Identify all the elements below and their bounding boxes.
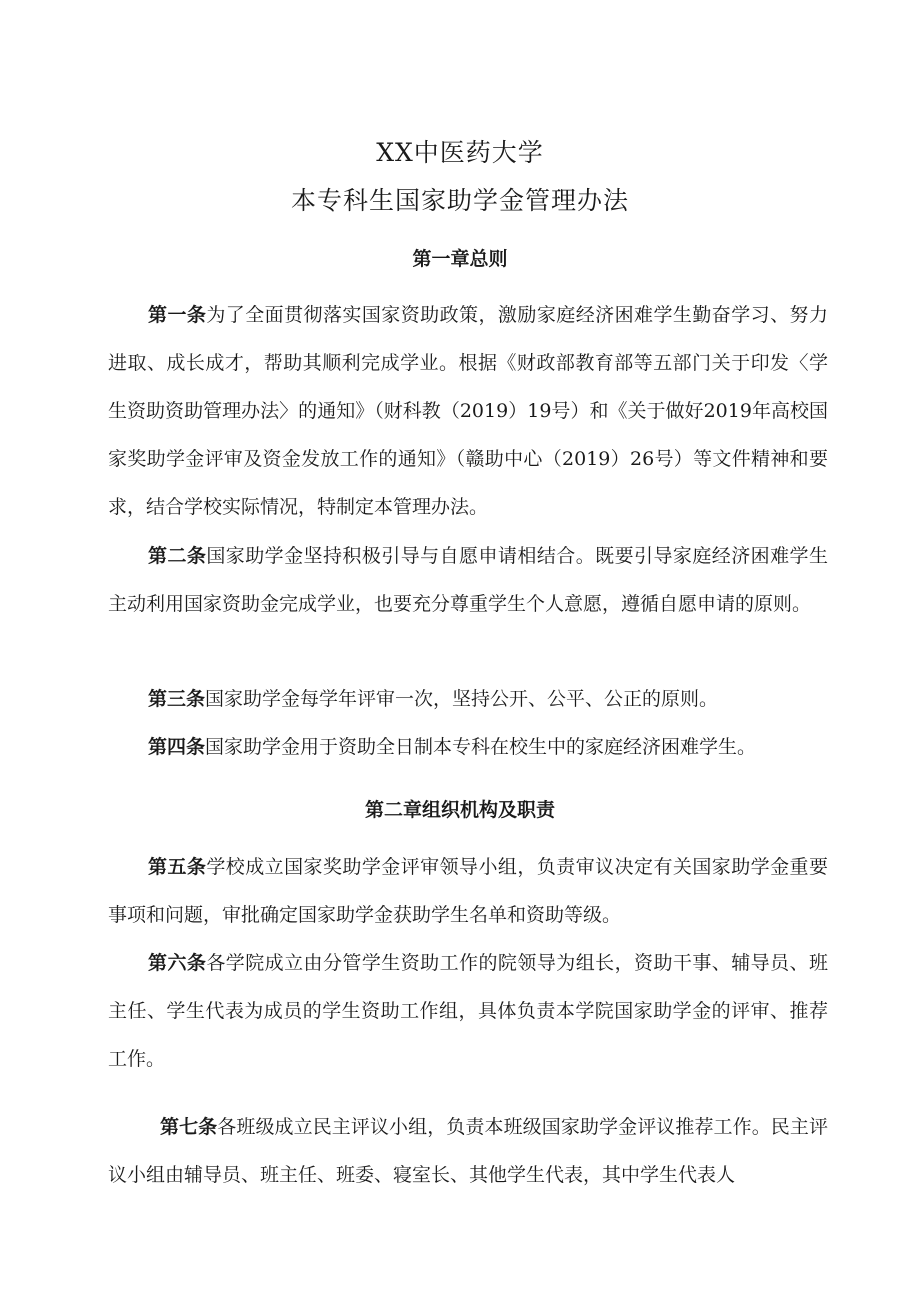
chapter-heading-1: 第一章总则	[412, 248, 508, 270]
article-2	[108, 532, 828, 628]
article-text: 国家助学金用于资助全日制本专科在校生中的家庭经济困难学生。	[205, 736, 757, 758]
article-5	[108, 843, 828, 939]
article-label: 第六条	[148, 952, 207, 974]
article-text: 国家助学金每学年评审一次，坚持公开、公平、公正的原则。	[205, 688, 719, 710]
article-label: 第五条	[148, 856, 207, 878]
article-text: 为了全面贯彻落实国家资助政策，激励家庭经济困难学生勤奋学习、努力进取、成长成才，帮助其顺利完成学业。根据《财政部教育部等五部门关于印发〈学生资助资助管理办法〉的通知》（财科教（2019）19号）和《关于做好2019年高校国家奖助学金评审及资金发放工作的通知》（赣助中心（2019）26号）等文件精神和要求，结合学校实际情况，特制定本管理办法。	[108, 304, 828, 518]
article-label: 第三条	[148, 688, 206, 710]
article-text: 学校成立国家奖助学金评审领导小组，负责审议决定有关国家助学金重要事项和问题，审批确定国家助学金获助学生名单和资助等级。	[108, 856, 828, 926]
article-label: 第七条	[160, 1116, 218, 1138]
article-7	[108, 1103, 828, 1199]
article-label: 第二条	[148, 545, 207, 567]
article-3	[108, 675, 828, 723]
article-label: 第四条	[148, 736, 206, 758]
article-text: 国家助学金坚持积极引导与自愿申请相结合。既要引导家庭经济困难学生主动利用国家资助金完成学业，也要充分尊重学生个人意愿，遵循自愿申请的原则。	[108, 545, 828, 615]
article-4	[108, 723, 828, 771]
article-text: 各班级成立民主评议小组，负责本班级国家助学金评议推荐工作。民主评议小组由辅导员、班主任、班委、寝室长、其他学生代表，其中学生代表人	[108, 1116, 828, 1186]
article-1	[108, 291, 828, 531]
article-label: 第一条	[148, 304, 207, 326]
article-text: 各学院成立由分管学生资助工作的院领导为组长，资助干事、辅导员、班主任、学生代表为成员的学生资助工作组，具体负责本学院国家助学金的评审、推荐工作。	[108, 952, 828, 1070]
document-title-line2: 本专科生国家助学金管理办法	[290, 186, 629, 215]
document-title-line1: XX中医药大学	[376, 138, 544, 167]
article-6	[108, 939, 828, 1083]
chapter-heading-2: 第二章组织机构及职责	[364, 799, 555, 821]
